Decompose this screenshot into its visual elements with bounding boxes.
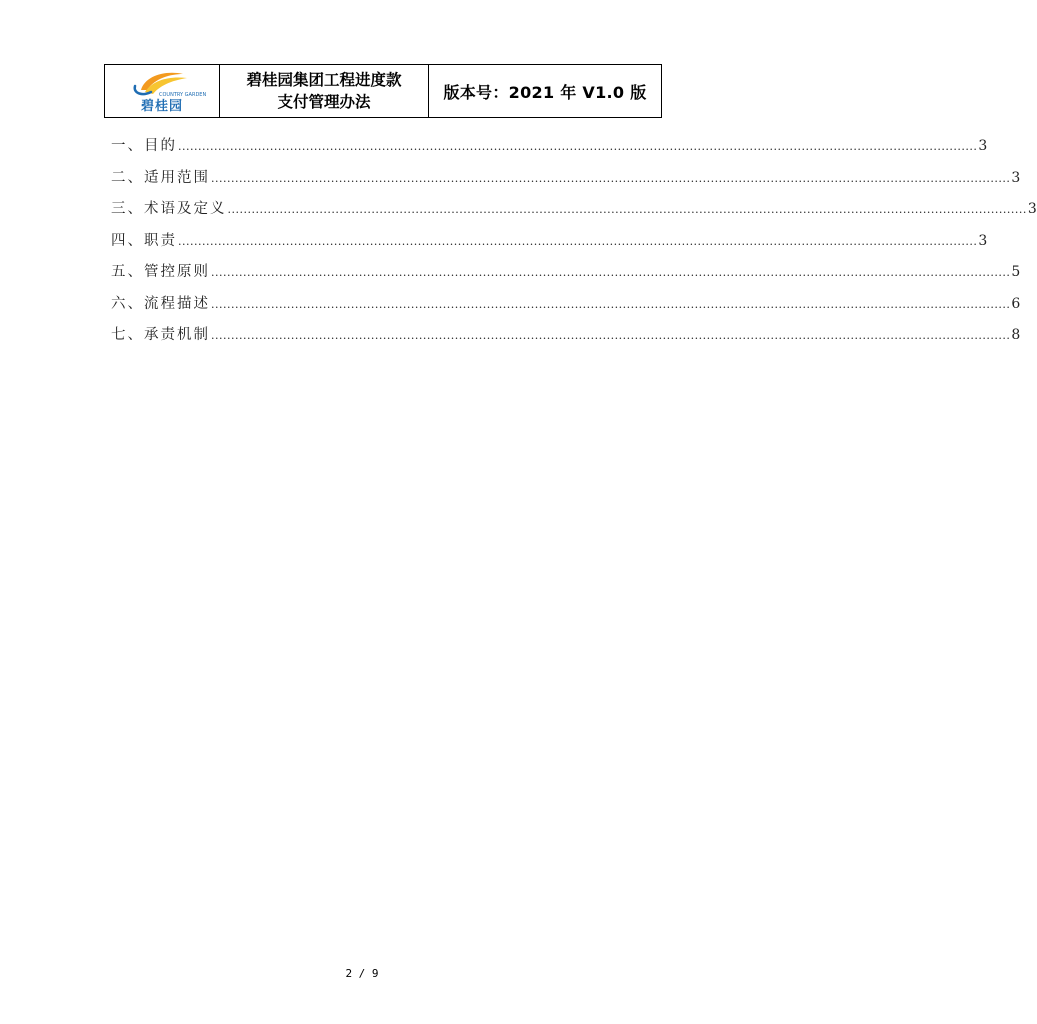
toc-entry[interactable] (111, 323, 1021, 355)
toc-dot-leader: ........................................................................................................................................................................................................ (211, 329, 1011, 342)
toc-dot-leader: ........................................................................................................................................................................................................ (178, 234, 978, 248)
toc-entry-number: 二、 (111, 169, 144, 186)
toc-entry-page: 6 (1011, 295, 1021, 312)
toc-entry-page: 5 (1011, 264, 1021, 280)
toc-dot-leader: ........................................................................................................................................................................................................ (211, 297, 1011, 311)
logo-text: 碧桂园 (140, 99, 183, 114)
toc-entry-title: 适用范围 (144, 169, 210, 186)
country-garden-logo-icon (131, 68, 207, 98)
toc-entry-title: 管控原则 (144, 264, 210, 280)
toc-entry-title: 职责 (144, 232, 177, 249)
toc-entry[interactable] (111, 166, 1021, 198)
toc-entry[interactable] (111, 260, 1021, 292)
toc-entry-number: 五、 (111, 264, 144, 280)
toc-entry-number: 三、 (111, 201, 144, 217)
toc-entry-page: 8 (1011, 327, 1021, 343)
toc-entry[interactable] (111, 229, 988, 261)
toc-dot-leader: ........................................................................................................................................................................................................ (211, 266, 1011, 279)
document-title (220, 65, 429, 117)
toc-dot-leader: ........................................................................................................................................................................................................ (211, 171, 1011, 185)
toc-entry-title: 流程描述 (144, 295, 210, 312)
toc-entry-number: 六、 (111, 295, 144, 312)
toc-entry[interactable] (111, 197, 1037, 229)
toc-entry-title: 承责机制 (144, 327, 210, 343)
logo-small-text: COUNTRY GARDEN (159, 92, 207, 98)
document-header (104, 64, 662, 118)
toc-entry-number: 一、 (111, 138, 144, 154)
version-label: 版本号：2021 年 V1.0 版 (443, 82, 647, 102)
toc-entry-page: 3 (1027, 201, 1037, 217)
toc-entry[interactable] (111, 292, 1021, 324)
title-line-2: 支付管理办法 (277, 93, 371, 111)
toc-entry-number: 四、 (111, 232, 144, 249)
toc-dot-leader: ........................................................................................................................................................................................................ (178, 140, 978, 153)
toc-entry[interactable] (111, 134, 988, 166)
toc-entry-title: 术语及定义 (144, 201, 227, 217)
toc-entry-page: 3 (978, 138, 988, 154)
table-of-contents (111, 134, 1037, 355)
page-indicator: 2 / 9 (345, 967, 379, 980)
toc-entry-page: 3 (1011, 169, 1021, 186)
title-line-1: 碧桂园集团工程进度款 (246, 71, 402, 89)
toc-entry-page: 3 (978, 232, 988, 249)
toc-entry-title: 目的 (144, 138, 177, 154)
toc-entry-number: 七、 (111, 327, 144, 343)
logo-cell (105, 65, 220, 117)
toc-dot-leader: ........................................................................................................................................................................................................ (227, 203, 1027, 216)
